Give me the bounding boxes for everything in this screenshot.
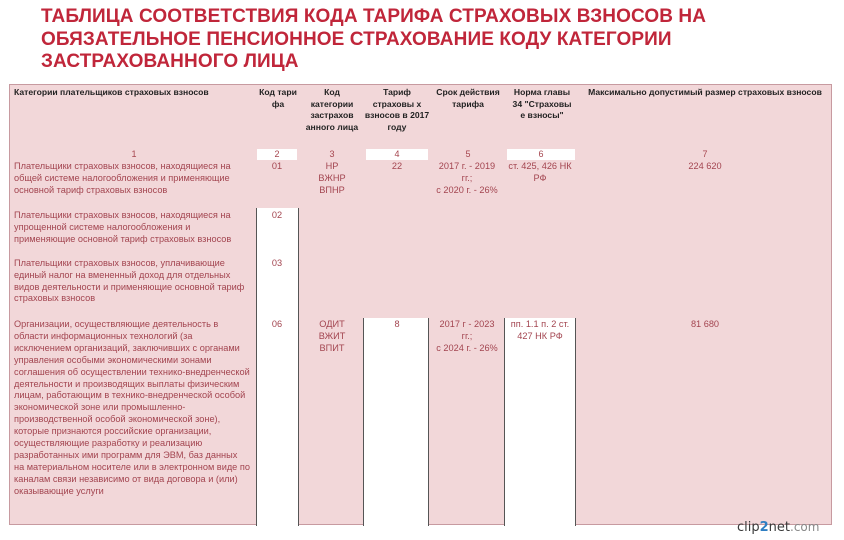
col-number-1: 1: [131, 149, 137, 159]
header-norm: Норма главы 34 "Страховы е взносы": [512, 87, 572, 121]
watermark: [737, 520, 819, 535]
col-number-4: 4: [366, 149, 428, 160]
row2-category: Плательщики страховых взносов, находящиеся на упрощенной системе налогообложения и применяющие основной тариф страховых взносов: [14, 210, 232, 244]
col-number-5: 5: [465, 149, 471, 159]
tariff-code-column: [256, 208, 299, 526]
row1-norm: ст. 425, 426 НК РФ: [508, 161, 572, 183]
row4-norm: пп. 1.1 п. 2 ст. 427 НК РФ: [510, 319, 570, 341]
row4-tariff: 8: [394, 319, 400, 329]
row3-tariff-code: 03: [271, 258, 283, 268]
col-number-2: 2: [257, 149, 297, 160]
row1-category: Плательщики страховых взносов, находящиеся на общей системе налогообложения и применяющие основной тариф страховых взносов: [14, 161, 231, 195]
watermark-two: 2: [759, 520, 769, 535]
watermark-domain: .com: [790, 520, 820, 534]
header-tariff-2017: Тариф страховы х взносов в 2017 году: [364, 87, 430, 132]
watermark-pre: clip: [737, 520, 760, 535]
header-insured-code: Код категории застрахов анного лица: [305, 87, 359, 132]
col-number-6: 6: [507, 149, 575, 160]
row4-term: 2017 г - 2023 гг.; с 2024 г. - 26%: [436, 319, 498, 353]
tariff-table: [9, 84, 832, 525]
row2-tariff-code: 02: [271, 210, 283, 220]
header-term: Срок действия тарифа: [436, 87, 500, 109]
row4-max: 81 680: [690, 319, 720, 329]
row4-tariff-code: 06: [271, 319, 283, 329]
norm-column: [504, 318, 576, 526]
row1-insured-code: НР ВЖНР ВПНР: [318, 161, 346, 195]
row1-max: 224 620: [688, 161, 722, 171]
row1-tariff-code: 01: [271, 161, 283, 171]
row1-tariff: 22: [391, 161, 403, 171]
header-tariff-code: Код тари фа: [259, 87, 297, 109]
watermark-post: net: [768, 520, 791, 535]
header-max-size: Максимально допустимый размер страховых взносов: [588, 87, 822, 97]
row4-category: Организации, осуществляющие деятельность в области информационных технологий (за исключением организаций, заключивших с органами управления особыми экономическими зонами соглашения об осуществлении технико-внедренческой деятельности и производящих выплаты физическим лицам, работающим в технико-внедренческой особой экономической зоне или промышленно-производственной особой экономической зоне), которые признаются российские организации, осуществляющие разработку и реализацию разработанных ими программ для ЭВМ, баз данных на материальном носителе или в электронном виде по каналам связи независимо от вида договора и (или) оказывающие услуги: [14, 319, 250, 496]
row3-category: Плательщики страховых взносов, уплачивающие единый налог на вмененный доход для отдельных видов деятельности и применяющие основной тариф страховых взносов: [14, 258, 245, 304]
page-title: ТАБЛИЦА СООТВЕТСТВИЯ КОДА ТАРИФА СТРАХОВЫХ ВЗНОСОВ НА ОБЯЗАТЕЛЬНОЕ ПЕНСИОННОЕ СТРАХОВАНИЕ КОДУ КАТЕГОРИИ ЗАСТРАХОВАННОГО ЛИЦА: [41, 6, 707, 72]
row1-term: 2017 г. - 2019 гг.; с 2020 г. - 26%: [436, 161, 498, 195]
tariff-column: [363, 318, 429, 526]
col-number-3: 3: [329, 149, 335, 159]
row4-insured-code: ОДИТ ВЖИТ ВПИТ: [318, 319, 346, 353]
col-number-7: 7: [702, 149, 708, 159]
header-category: Категории плательщиков страховых взносов: [14, 87, 209, 97]
